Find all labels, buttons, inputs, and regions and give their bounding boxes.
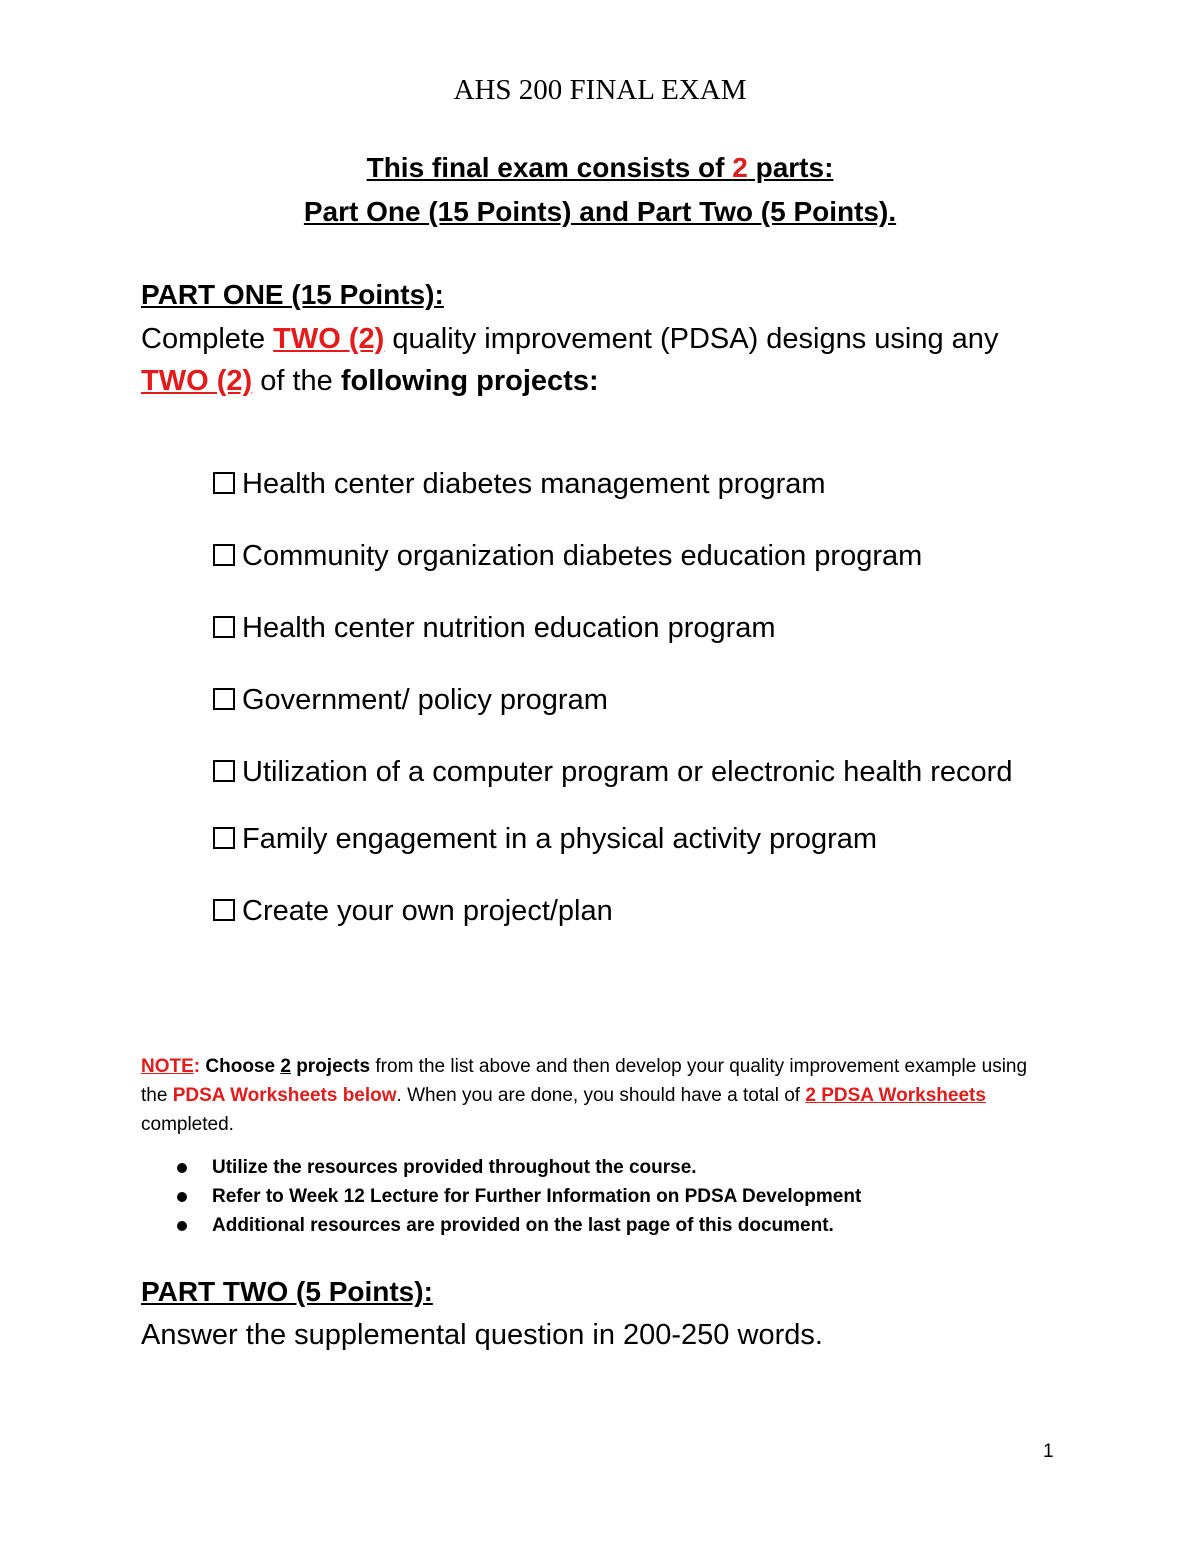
checkbox-icon[interactable]: [213, 544, 235, 566]
resource-bullets: [175, 1153, 1075, 1240]
project-option-label: Family engagement in a physical activity program: [242, 823, 878, 855]
project-option-label: Government/ policy program: [242, 684, 608, 716]
project-option-label: Utilization of a computer program or electronic health record: [242, 756, 1013, 788]
project-checklist: [213, 462, 1073, 961]
checkbox-icon[interactable]: [213, 760, 235, 782]
intro-line-1-pre: This final exam consists of: [366, 152, 733, 183]
instr-count-2: TWO (2): [141, 365, 253, 397]
checkbox-icon[interactable]: [213, 827, 235, 849]
note-worksheets-below: PDSA Worksheets below: [172, 1085, 397, 1106]
bullet-item: Additional resources are provided on the last page of this document.: [175, 1211, 1075, 1240]
note-label: NOTE: [141, 1056, 194, 1077]
intro-line-2: Part One (15 Points) and Part Two (5 Points).: [303, 196, 897, 227]
instr-pre: Complete: [141, 323, 274, 355]
note-worksheets: PDSA Worksheets: [821, 1085, 986, 1106]
page-number: 1: [1043, 1441, 1054, 1462]
project-option-label: Health center diabetes management program: [242, 468, 826, 500]
project-option[interactable]: [213, 606, 1073, 650]
project-option[interactable]: [213, 462, 1073, 506]
note-projects-word: projects: [290, 1056, 371, 1077]
part-two-text: Answer the supplemental question in 200-250 words.: [141, 1319, 823, 1351]
checkbox-icon[interactable]: [213, 899, 235, 921]
instr-following-projects: following projects:: [340, 365, 599, 397]
intro-part-count: 2: [732, 152, 748, 183]
note-choose: Choose: [205, 1056, 281, 1077]
checkbox-icon[interactable]: [213, 472, 235, 494]
project-option[interactable]: [213, 817, 1073, 861]
exam-title: AHS 200 FINAL EXAM: [453, 74, 747, 106]
project-option[interactable]: [213, 534, 1073, 578]
part-one-instructions: [141, 318, 1061, 402]
instr-count-1: TWO (2): [273, 323, 385, 355]
bullet-item: Utilize the resources provided throughout the course.: [175, 1153, 1075, 1182]
note-text-3: completed.: [141, 1114, 234, 1135]
note-paragraph: [141, 1052, 1051, 1139]
instr-mid: quality improvement (PDSA) designs using any: [384, 323, 999, 355]
part-one-heading: PART ONE (15 Points):: [141, 279, 444, 310]
note-text-1: from the list above and then develop your quality improvement example using the: [141, 1056, 1028, 1106]
intro-line-1: [0, 146, 1200, 190]
project-option-label: Health center nutrition education program: [242, 612, 776, 644]
project-option[interactable]: [213, 678, 1073, 722]
project-option-label: Create your own project/plan: [242, 895, 613, 927]
note-choose-number: 2: [280, 1056, 291, 1077]
checkbox-icon[interactable]: [213, 616, 235, 638]
project-option-label: Community organization diabetes education program: [242, 540, 923, 572]
project-option[interactable]: [213, 750, 1073, 799]
project-option[interactable]: [213, 889, 1073, 933]
note-colon: :: [193, 1056, 206, 1077]
part-two-heading: PART TWO (5 Points):: [141, 1276, 433, 1307]
exam-intro: [0, 146, 1200, 234]
instr-of-the: of the: [252, 365, 341, 397]
bullet-item: Refer to Week 12 Lecture for Further Information on PDSA Development: [175, 1182, 1075, 1211]
intro-line-1-post: parts:: [747, 152, 834, 183]
note-total-number: 2: [805, 1085, 822, 1106]
checkbox-icon[interactable]: [213, 688, 235, 710]
note-text-2: . When you are done, you should have a total of: [396, 1085, 806, 1106]
